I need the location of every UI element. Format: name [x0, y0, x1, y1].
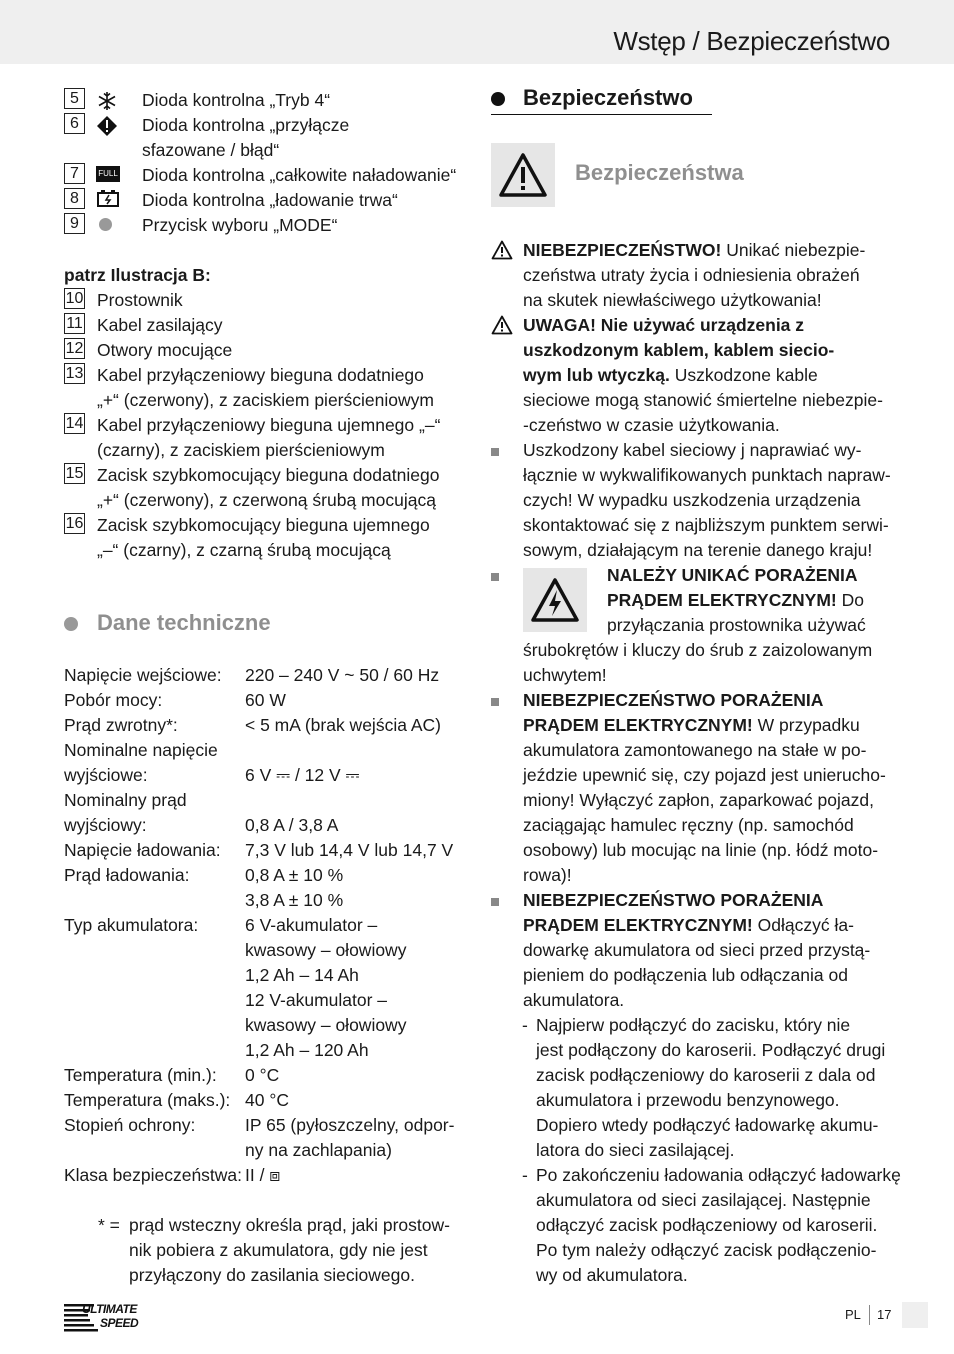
legend-number: 12: [65, 340, 84, 357]
spec-value: 60 W: [245, 690, 286, 710]
safety-line: wy od akumulatora.: [536, 1265, 688, 1285]
legend-label: Kabel przyłączeniowy bieguna ujemnego „–“: [97, 415, 441, 435]
spec-label: Nominalne napięcie: [64, 740, 218, 760]
legend-number: 6: [64, 113, 85, 134]
safety-line: zacisk podłączeniowy do karoserii z dala od: [536, 1065, 876, 1085]
spec-label: Klasa bezpieczeństwa:: [64, 1165, 243, 1185]
warning-triangle-icon: [491, 240, 513, 260]
safety-line: PRĄDEM ELEKTRYCZNYM! Odłączyć ła-: [523, 915, 854, 935]
safety-line: UWAGA! Nie używać urządzenia z: [523, 315, 805, 335]
spec-value: 0 °C: [245, 1065, 280, 1085]
safety-line: pieniem do podłączenia lub odłączania od: [523, 965, 848, 985]
legend-label: Dioda kontrolna „przyłącze: [142, 115, 350, 135]
legend-label: sfazowane / błąd“: [142, 140, 280, 160]
logo-text: SPEED: [100, 1316, 139, 1330]
safety-line: -czeństwo w czasie użytkowania.: [523, 415, 780, 435]
legend-label: Zacisk szybkomocujący bieguna dodatniego: [97, 465, 440, 485]
spec-label: Temperatura (min.):: [64, 1065, 217, 1085]
safety-line: Uszkodzony kabel sieciowy j naprawiać wy-: [523, 440, 862, 460]
spec-label: Temperatura (maks.):: [64, 1090, 231, 1110]
spec-label: wyjściowe:: [64, 765, 148, 785]
legend-number: 7: [64, 163, 85, 184]
warning-triangle-icon: [491, 143, 555, 207]
electric-warning-box: [523, 568, 587, 632]
safety-line: jest podłączony do karoserii. Podłączyć drugi: [536, 1040, 886, 1060]
legend-b-title: patrz Ilustracja B:: [64, 265, 211, 285]
safety-line: na skutek niewłaściwego użytkowania!: [523, 290, 822, 310]
spec-label: Napięcie wejściowe:: [64, 665, 222, 685]
safety-line: NIEBEZPIECZEŃSTWO PORAŻENIA: [523, 890, 824, 910]
spec-value: 1,2 Ah – 120 Ah: [245, 1040, 369, 1060]
snowflake-icon: [96, 91, 118, 111]
spec-value: kwasowy – ołowiowy: [245, 940, 407, 960]
footnote-line: nik pobiera z akumulatora, gdy nie jest: [129, 1240, 428, 1260]
dash-marker: -: [522, 1165, 528, 1185]
footnote-line: prąd wsteczny określa prąd, jaki prostow-: [129, 1215, 450, 1235]
legend-label: Zacisk szybkomocujący bieguna ujemnego: [97, 515, 430, 535]
battery-full-icon: FULL: [96, 166, 120, 182]
warning-diamond-icon: [96, 115, 118, 137]
spec-value: 6 V ⎓ / 12 V ⎓: [245, 765, 360, 785]
bullet-square: [491, 448, 499, 456]
legend-label: Prostownik: [97, 290, 183, 310]
safety-line: akumulatora zamontowanego na stałe w po-: [523, 740, 867, 760]
footnote-mark: * =: [98, 1215, 120, 1235]
legend-label: „+“ (czerwony), z zaciskiem pierścieniowym: [97, 390, 434, 410]
safety-line: przyłączania prostownika używać: [607, 615, 866, 635]
safety-line: łącznie w wykwalifikowanych punktach napraw-: [523, 465, 891, 485]
warning-box: [491, 143, 555, 207]
safety-line: miony! Wyłączyć zapłon, zaparkować pojazd,: [523, 790, 874, 810]
legend-label: Kabel przyłączeniowy bieguna dodatniego: [97, 365, 424, 385]
safety-line: NIEBEZPIECZEŃSTWO! Unikać niebezpie-: [523, 240, 866, 260]
emphasis: wym lub wtyczką.: [523, 365, 670, 385]
logo-text: ULTIMATE: [82, 1302, 137, 1316]
emphasis: PRĄDEM ELEKTRYCZNYM!: [523, 915, 753, 935]
safety-subheading: Bezpieczeństwa: [575, 160, 744, 185]
safety-line: akumulatora.: [523, 990, 625, 1010]
section-bullet: [64, 617, 78, 631]
spec-label: Prąd ładowania:: [64, 865, 190, 885]
safety-line: skontaktować się z najbliższym punktem serwi-: [523, 515, 889, 535]
bullet-square: [491, 898, 499, 906]
safety-line: czeństwa utraty życia i odniesienia obrażeń: [523, 265, 860, 285]
safety-line: sowym, działającym na terenie danego kraju!: [523, 540, 873, 560]
legend-label: Kabel zasilający: [97, 315, 223, 335]
legend-number: 9: [64, 213, 85, 234]
safety-line: akumulatora i przewodu benzynowego.: [536, 1090, 840, 1110]
safety-line: odłączyć zacisk podłączeniowy od karoserii.: [536, 1215, 878, 1235]
spec-value: II / ⧈: [245, 1165, 281, 1185]
spec-label: wyjściowy:: [64, 815, 147, 835]
safety-line: Najpierw podłączyć do zacisku, który nie: [536, 1015, 851, 1035]
spec-value: 12 V-akumulator –: [245, 990, 388, 1010]
legend-label: Dioda kontrolna „ładowanie trwa“: [142, 190, 398, 210]
safety-line: uchwytem!: [523, 665, 607, 685]
legend-number: 15: [65, 465, 84, 482]
spec-value: < 5 mA (brak wejścia AC): [245, 715, 441, 735]
spec-value: kwasowy – ołowiowy: [245, 1015, 407, 1035]
footer-divider: [869, 1305, 870, 1325]
safety-line: uszkodzonym kablem, kablem sieciо-: [523, 340, 835, 360]
legend-number: 5: [64, 88, 85, 109]
spec-label: Napięcie ładowania:: [64, 840, 221, 860]
dash-marker: -: [522, 1015, 528, 1035]
safety-line: zaciągając hamulec ręczny (np. samochód: [523, 815, 854, 835]
mode-button-icon: [99, 218, 112, 231]
spec-label: Pobór mocy:: [64, 690, 163, 710]
legend-label: „+“ (czerwony), z czerwoną śrubą mocującą: [97, 490, 436, 510]
safety-line: Po zakończeniu ładowania odłączyć ładowarkę: [536, 1165, 901, 1185]
legend-number: 8: [64, 188, 85, 209]
page-header: [0, 0, 954, 64]
footer-tab: [902, 1302, 928, 1328]
warning-triangle-icon: [491, 315, 513, 335]
electric-hazard-icon: [523, 568, 587, 632]
section-bullet: [491, 92, 505, 106]
safety-line: sieciowe mogą stanowić śmiertelne niebezpie-: [523, 390, 883, 410]
spec-value: ny na zachlapania): [245, 1140, 392, 1160]
legend-number: 13: [65, 365, 84, 382]
safety-heading: Bezpieczeństwo: [523, 85, 693, 110]
safety-line: PRĄDEM ELEKTRYCZNYM! Do: [607, 590, 864, 610]
spec-label: Prąd zwrotny*:: [64, 715, 178, 735]
safety-line: rowa)!: [523, 865, 572, 885]
legend-label: Dioda kontrolna „całkowite naładowanie“: [142, 165, 457, 185]
safety-line: czych! W wypadku uszkodzenia urządzenia: [523, 490, 861, 510]
brand-logo: [64, 1302, 162, 1332]
spec-label: Typ akumulatora:: [64, 915, 199, 935]
safety-line: jeździe upewnić się, czy pojazd jest unierucho-: [523, 765, 886, 785]
emphasis: PRĄDEM ELEKTRYCZNYM!: [523, 715, 753, 735]
footnote-line: przyłączony do zasilania sieciowego.: [129, 1265, 415, 1285]
legend-label: Przycisk wyboru „MODE“: [142, 215, 338, 235]
battery-charging-icon: [96, 190, 120, 208]
safety-line: Dopiero wtedy podłączyć ładowarkę akumu-: [536, 1115, 879, 1135]
footer-page-number: 17: [877, 1307, 892, 1322]
legend-label: „–“ (czarny), z czarną śrubą mocującą: [97, 540, 391, 560]
spec-label: Stopień ochrony:: [64, 1115, 196, 1135]
spec-value: 0,8 A / 3,8 A: [245, 815, 339, 835]
legend-number: 11: [64, 313, 85, 334]
legend-number: 14: [65, 415, 84, 432]
spec-value: 7,3 V lub 14,4 V lub 14,7 V: [245, 840, 454, 860]
safety-line: osobowy) lub mocując na linie (np. łódź moto-: [523, 840, 879, 860]
safety-line: Po tym należy odłączyć zacisk podłączenio-: [536, 1240, 877, 1260]
legend-number: 10: [65, 290, 84, 307]
legend-number: 16: [65, 515, 84, 532]
heading-underline: [491, 114, 712, 115]
spec-label: Nominalny prąd: [64, 790, 187, 810]
spec-value: 1,2 Ah – 14 Ah: [245, 965, 359, 985]
emphasis: NIEBEZPIECZEŃSTWO!: [523, 240, 722, 260]
safety-line: PRĄDEM ELEKTRYCZNYM! W przypadku: [523, 715, 860, 735]
spec-value: 0,8 A ± 10 %: [245, 865, 344, 885]
safety-line: latora do sieci zasilającej.: [536, 1140, 735, 1160]
spec-value: 3,8 A ± 10 %: [245, 890, 344, 910]
legend-label: Otwory mocujące: [97, 340, 233, 360]
legend-label: Dioda kontrolna „Tryb 4“: [142, 90, 331, 110]
footer-language: PL: [845, 1307, 861, 1322]
tech-heading: Dane techniczne: [97, 610, 271, 635]
safety-line: akumulatora od sieci zasilającej. Następnie: [536, 1190, 871, 1210]
page-title: Wstęp / Bezpieczeństwo: [613, 26, 890, 56]
legend-label: (czarny), z zaciskiem pierścieniowym: [97, 440, 385, 460]
safety-line: NALEŻY UNIKAĆ PORAŻENIA: [607, 565, 858, 585]
emphasis: PRĄDEM ELEKTRYCZNYM!: [607, 590, 837, 610]
bullet-square: [491, 698, 499, 706]
safety-line: dowarkę akumulatora od sieci przed przystą-: [523, 940, 871, 960]
safety-line: śrubokrętów i kluczy do śrub z zaizolowanym: [523, 640, 873, 660]
spec-value: IP 65 (pyłoszczelny, odpor-: [245, 1115, 455, 1135]
safety-line: wym lub wtyczką. Uszkodzone kable: [523, 365, 818, 385]
bullet-square: [491, 573, 499, 581]
spec-value: 6 V-akumulator –: [245, 915, 378, 935]
safety-line: NIEBEZPIECZEŃSTWO PORAŻENIA: [523, 690, 824, 710]
spec-value: 40 °C: [245, 1090, 289, 1110]
spec-value: 220 – 240 V ~ 50 / 60 Hz: [245, 665, 440, 685]
